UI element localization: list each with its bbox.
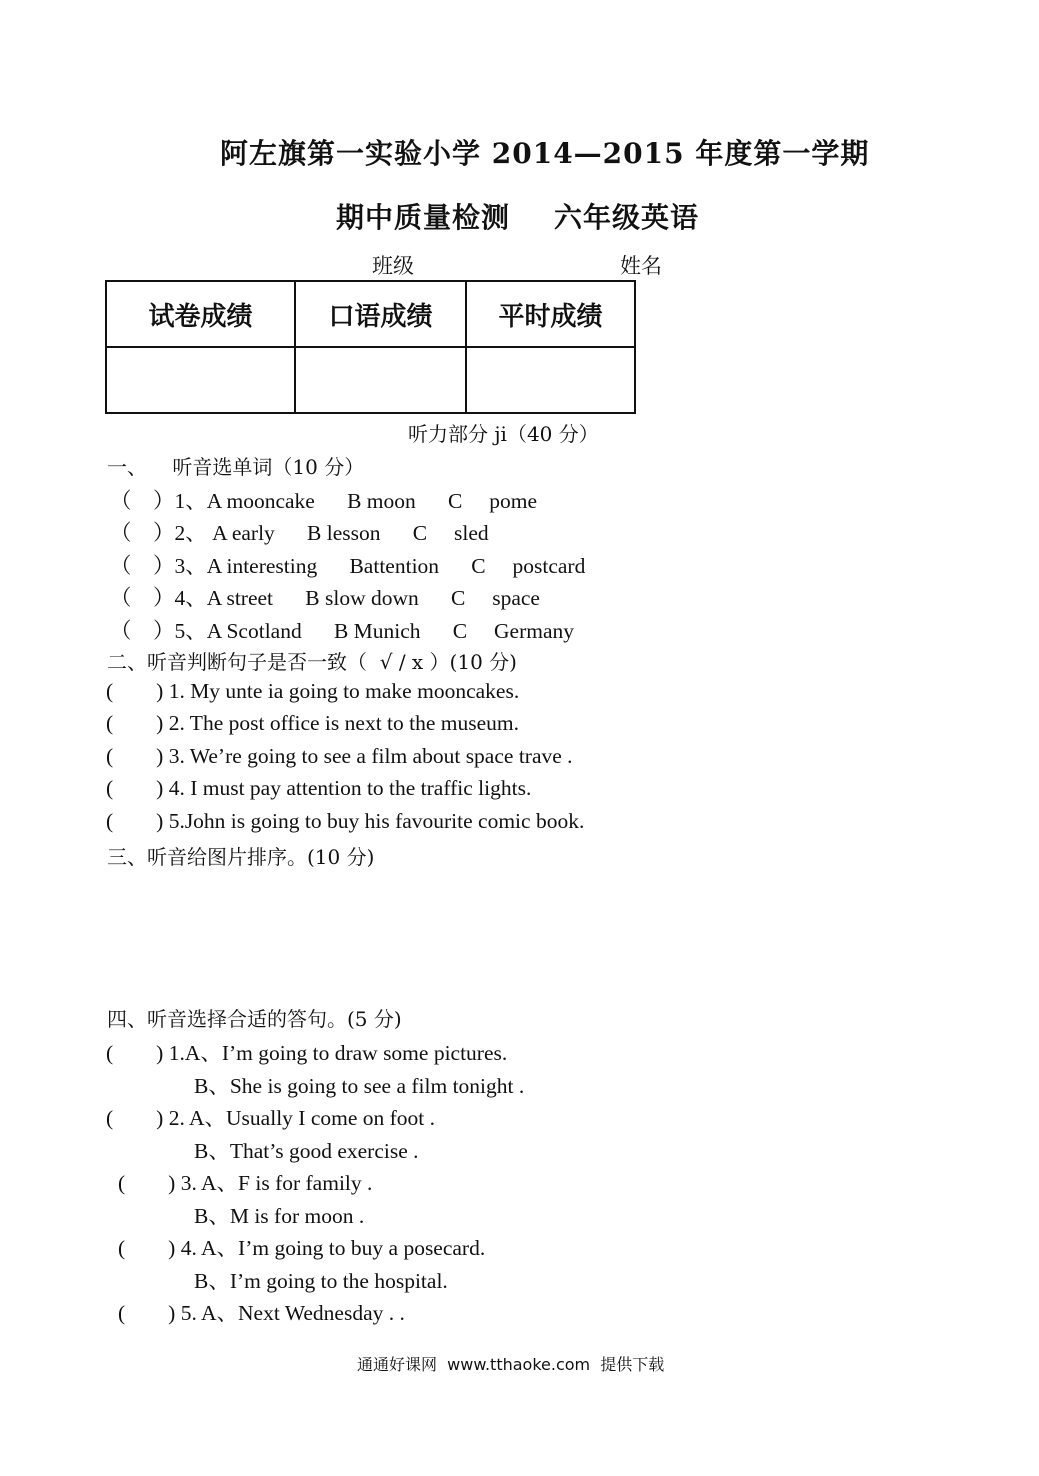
score-cell-regular[interactable]	[466, 347, 635, 413]
section3-heading: 三、听音给图片排序。(10 分)	[107, 845, 375, 869]
class-label: 班级	[372, 254, 414, 278]
section2-heading: 二、听音判断句子是否一致（ √ / x ）(10 分)	[107, 650, 517, 674]
section4-option: B、She is going to see a film tonight .	[194, 1074, 525, 1098]
section4-option: B、That’s good exercise .	[194, 1139, 419, 1163]
score-header-paper: 试卷成绩	[106, 281, 295, 347]
section4-heading: 四、听音选择合适的答句。(5 分)	[107, 1007, 402, 1031]
section2-item: ( ) 4. I must pay attention to the traffic lights.	[106, 776, 532, 800]
section1-item: （ ）3、A interesting Battention C postcard	[110, 554, 586, 578]
section4-question: ( ) 1.A、I’m going to draw some pictures.	[106, 1041, 508, 1065]
section1-heading: 一、 听音选单词（10 分）	[107, 455, 365, 479]
footer-source: 通通好课网 www.tthaoke.com 提供下载	[357, 1355, 665, 1374]
score-table-blank-row	[106, 347, 635, 413]
score-table-header-row	[106, 281, 635, 347]
name-label: 姓名	[620, 254, 662, 278]
section2-item: ( ) 2. The post office is next to the museum.	[106, 711, 520, 735]
score-table	[105, 280, 636, 414]
score-cell-oral[interactable]	[295, 347, 466, 413]
section2-item: ( ) 5.John is going to buy his favourite comic book.	[106, 809, 585, 833]
section4-question: ( ) 3. A、F is for family .	[118, 1171, 373, 1195]
score-header-oral: 口语成绩	[295, 281, 466, 347]
section4-option: B、I’m going to the hospital.	[194, 1269, 448, 1293]
section1-item: （ ）5、A Scotland B Munich C Germany	[110, 619, 575, 643]
score-cell-paper[interactable]	[106, 347, 295, 413]
section1-item: （ ）4、A street B slow down C space	[110, 586, 540, 610]
section4-question: ( ) 2. A、Usually I come on foot .	[106, 1106, 436, 1130]
section2-item: ( ) 1. My unte ia going to make mooncakes.	[106, 679, 520, 703]
section4-question: ( ) 4. A、I’m going to buy a posecard.	[118, 1236, 486, 1260]
exam-title-line1: 阿左旗第一实验小学 2014—2015 年度第一学期	[220, 137, 870, 170]
section1-item: （ ）2、 A early B lesson C sled	[110, 521, 489, 545]
exam-title-grade: 六年级英语	[554, 201, 700, 234]
section4-option: B、M is for moon .	[194, 1204, 365, 1228]
section4-question: ( ) 5. A、Next Wednesday . .	[118, 1301, 405, 1325]
listening-heading: 听力部分 ji（40 分）	[408, 422, 599, 446]
exam-title-line2	[336, 196, 699, 236]
exam-title-type: 期中质量检测	[336, 201, 511, 234]
section1-item: （ ）1、A mooncake B moon C pome	[110, 489, 537, 513]
score-header-regular: 平时成绩	[466, 281, 635, 347]
section2-item: ( ) 3. We’re going to see a film about space trave .	[106, 744, 573, 768]
